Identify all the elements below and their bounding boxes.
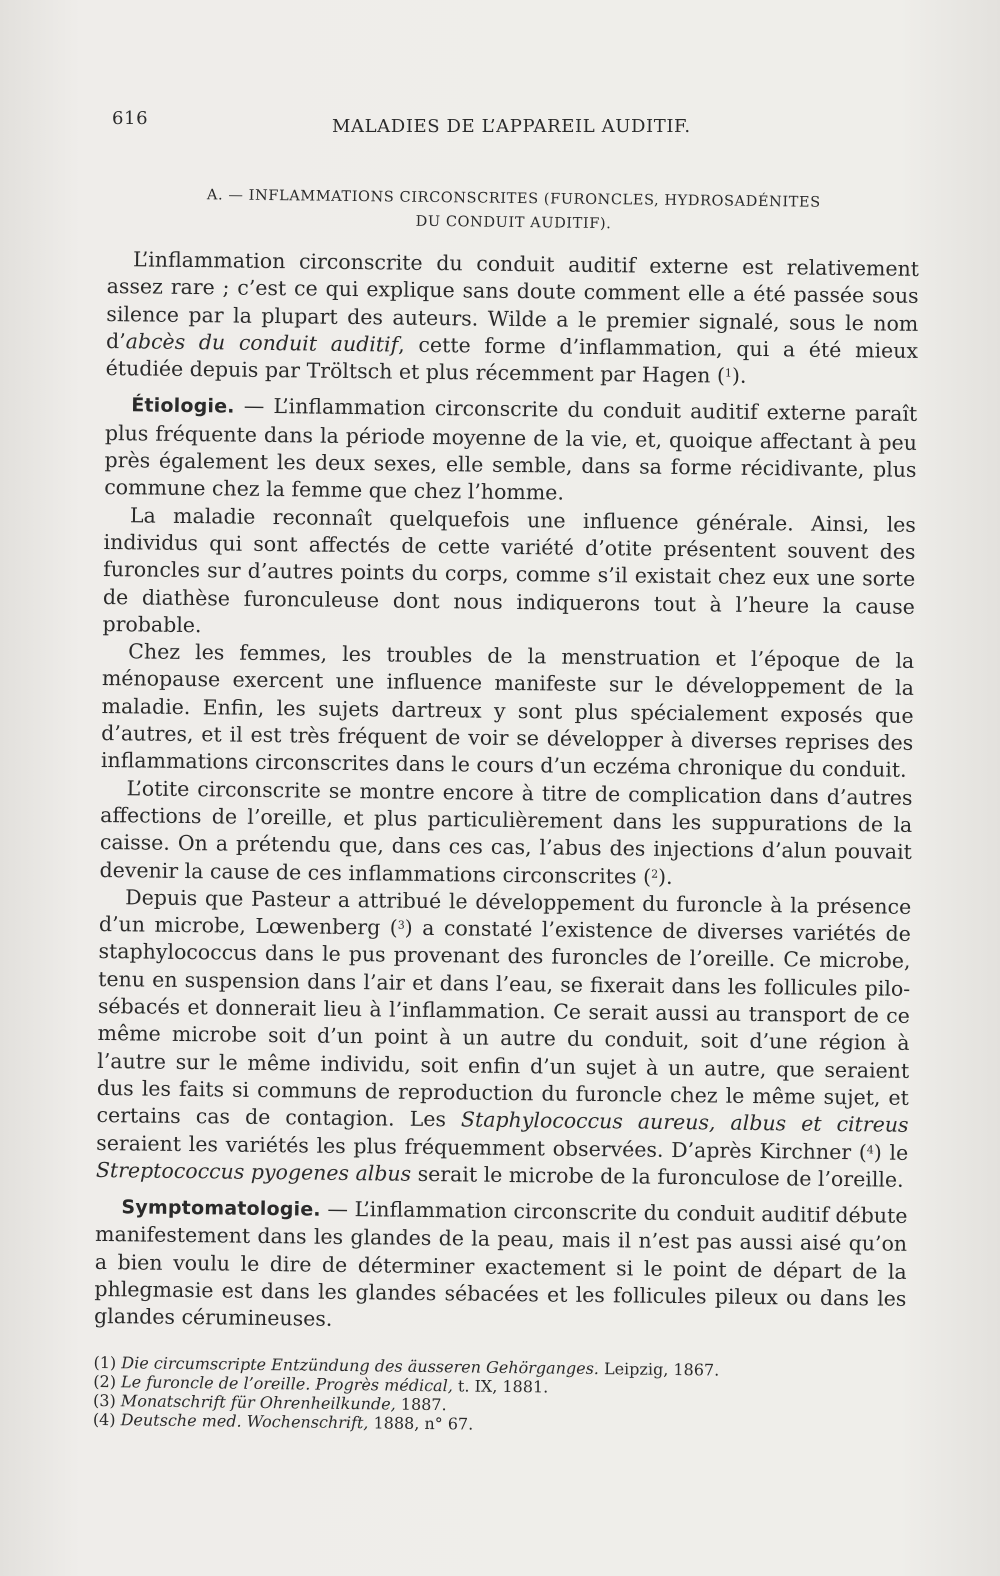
- footnote-ref-1: 1: [724, 366, 733, 380]
- pasteur-text-2: ) a constaté l’existence de diverses variétés de staphylococcus dans le pus provenant des furoncles de l’oreille. Ce microbe, tenu en suspension dans l’air et dans l’eau, se fixerait dans les follicules pilo-sébacés et donnerait lieu à l’inflammation. Ce serait aussi au transport de ce même microbe soit d’un point à un autre du conduit, soit d’une région à l’autre sur le même individu, soit enfin d’un sujet à un autre, que seraient dus les faits si communs de reproduction du furoncle chez le même sujet, et certains cas de contagion. Les: [96, 915, 912, 1132]
- otite-text-end: ).: [658, 864, 673, 889]
- symptomatologie-heading: Symptomatologie.: [121, 1196, 321, 1221]
- footnote-number: (3): [93, 1390, 116, 1410]
- page-number: 616: [112, 108, 149, 129]
- footnotes: [93, 1352, 906, 1438]
- footnote-number: (2): [93, 1371, 117, 1391]
- pasteur-text-5: serait le microbe de la furonculose de l’oreille.: [411, 1161, 904, 1192]
- pasteur-text-3: seraient les variétés les plus fréquemment observées. D’après Kirchner (: [96, 1130, 867, 1164]
- etiologie-text: — L’inflammation circonscrite du conduit auditif externe paraît plus fréquente dans la période moyenne de la vie, et, quoique affectant à peu près également les deux sexes, elle semble, dans sa forme récidivante, plus commune chez la femme que chez l’homme.: [104, 394, 918, 505]
- footnote-title: Die circumscripte Entzündung des äusseren Gehörganges.: [121, 1352, 600, 1378]
- footnote-ref-2: 2: [651, 867, 659, 881]
- maladie-paragraph: La maladie reconnaît quelquefois une influence générale. Ainsi, les individus qui sont affectés de cette variété d’otite présentent souvent des furoncles sur d’autres points du corps, comme s’il existait chez eux une sorte de diathèse furonculeuse dont nous indiquerons tout à l’heure la cause probable.: [102, 502, 917, 638]
- footnote-details: 1887.: [395, 1394, 447, 1414]
- section-heading-line-2: DU CONDUIT AUDITIF).: [415, 213, 612, 233]
- body-text: [93, 182, 920, 1438]
- intro-italic-term: abcès du conduit auditif: [125, 329, 399, 357]
- femmes-paragraph: Chez les femmes, les troubles de la menstruation et l’époque de la ménopause exercent une influence manifeste sur le développement de la maladie. Enfin, les sujets dartreux y sont plus spécialement exposés que d’autres, et il est très fréquent de voir se développer à diverses reprises des inflammations circonscrites dans le cours d’un eczéma chronique du conduit.: [100, 639, 915, 783]
- intro-text-2: , cette forme d’inflammation, qui a été mieux étudiée depuis par Tröltsch et plus récemment par Hagen (: [105, 332, 919, 388]
- pasteur-paragraph: [96, 884, 912, 1194]
- intro-text-3: ).: [731, 363, 747, 389]
- intro-paragraph: [106, 246, 920, 392]
- streptococcus-term: Streptococcus pyogenes albus: [95, 1157, 412, 1186]
- symptomatologie-text: — L’inflammation circonscrite du conduit auditif débute manifestement dans les glandes de la peau, mais il n’est pas aussi aisé qu’on a bien voulu le dire de déterminer exactement si le point de départ de la phlegmasie est dans les glandes sébacées et les follicules pileux ou dans les glandes cérumineuses.: [93, 1196, 908, 1332]
- section-heading: [107, 182, 920, 240]
- footnote-details: 1888, n° 67.: [368, 1412, 474, 1434]
- pasteur-text-1: Depuis que Pasteur a attribué le développement du furoncle à la présence d’un microbe, Lœwenberg (: [98, 885, 912, 940]
- footnote-title: Monatschrift für Ohrenheilkunde,: [120, 1390, 396, 1414]
- footnote-ref-3: 3: [397, 918, 405, 932]
- footnote-details: Leipzig, 1867.: [598, 1358, 720, 1380]
- footnote-number: (1): [93, 1352, 117, 1372]
- staphylococcus-term: Staphylococcus aureus, albus et citreus: [460, 1107, 909, 1138]
- pasteur-text-4: ) le: [873, 1139, 909, 1165]
- footnote-ref-4: 4: [866, 1142, 874, 1156]
- otite-paragraph: [99, 775, 912, 894]
- symptomatologie-paragraph: [94, 1193, 908, 1340]
- footnote-title: Le furoncle de l’oreille. Progrès médical,: [120, 1371, 453, 1395]
- otite-text: L’otite circonscrite se montre encore à titre de complication dans d’autres affections de l’oreille, et plus particulièrement dans les suppurations de la caisse. On a prétendu que, dans ces cas, l’abus des injections d’alun pouvait devenir la cause de ces inflammations circonscrites (: [99, 775, 913, 889]
- intro-text-1: L’inflammation circonscrite du conduit auditif externe est relativement assez rare ; c’est ce qui explique sans doute comment elle a été passée sous silence par la plupart des auteurs. Wilde a le premier signalé, sous le nom d’: [105, 247, 920, 354]
- section-heading-line-1: A. — INFLAMMATIONS CIRCONSCRITES (FURONCLES, HYDROSADÉNITES: [206, 187, 821, 211]
- footnote-details: t. IX, 1881.: [452, 1375, 549, 1397]
- footnote-title: Deutsche med. Wochenschrift,: [120, 1409, 369, 1432]
- footnote-number: (4): [92, 1409, 116, 1429]
- running-title: MALADIES DE L’APPAREIL AUDITIF.: [332, 116, 691, 137]
- etiologie-heading: Étiologie.: [131, 394, 235, 419]
- etiologie-paragraph: [104, 391, 917, 511]
